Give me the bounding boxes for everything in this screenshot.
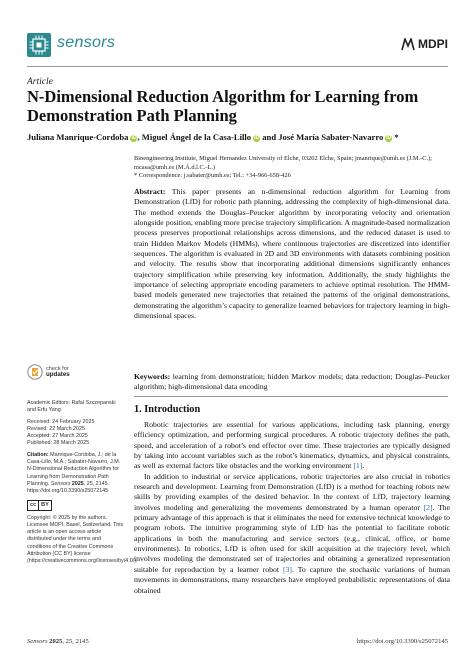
sensors-logo-icon bbox=[27, 33, 51, 57]
dates bbox=[27, 419, 125, 448]
paragraph-text: . bbox=[362, 461, 365, 471]
paragraph-text: . To capture the stochastic variations of human movements in demonstrations, many researchers have employed probabilistic representations of data obtained bbox=[134, 564, 450, 595]
affiliation-line: mcasa@umh.es (M.Á.d.l.C.-L.) bbox=[134, 163, 216, 171]
mdpi-icon bbox=[401, 38, 415, 51]
paper-title bbox=[27, 88, 457, 125]
editors-names: Rafal Szczepanski and Erfu Yang bbox=[27, 400, 116, 414]
abstract-text: This paper presents an n-dimensional reduction algorithm for Learning from Demonstration (LfD) for robotic path planning, addressing the complexity of high-dimensional data. The method extends the Douglas–Peucker algorithm by incorporating velocity and orientation alongside position, enabling more precise trajectory simplification. A magnitude-based normalization process preserves proportional relationships across dimensions, and the reduced dataset is used to train Hidden Markov Models (HMMs), where continuous trajectories are discretized into identifier sequences. The algorithm is evaluated in 2D and 3D environments with datasets combining position and velocity. The results show that incorporating additional dimensions significantly enhances trajectory simplification while preserving key information. Additionally, the study highlights the importance of selecting appropriate encoding parameters to achieve optimal resolution. The HMM-based models generated new trajectories that retained the patterns of the original demonstrations, demonstrating the algorithm’s capacity to generalize learned behaviors for trajectory learning in high-dimensional spaces. bbox=[134, 187, 450, 321]
copyright-notice: Copyright: © 2025 by the authors. Licensee MDPI, Basel, Switzerland. This article is an open access article distributed under the terms and conditions of the Creative Commons Attribution (CC BY) license (https://creativecommons.org/licenses/by/4.0/). bbox=[27, 514, 138, 565]
citation-block bbox=[27, 452, 125, 496]
journal-name: sensors bbox=[57, 34, 116, 51]
keywords bbox=[134, 372, 450, 393]
mdpi-logo bbox=[401, 36, 448, 52]
title-line: N-Dimensional Reduction Algorithm for Learning from bbox=[27, 87, 419, 106]
abstract-label: Abstract: bbox=[134, 187, 166, 196]
citation-link[interactable]: [3] bbox=[282, 564, 293, 574]
paragraph bbox=[134, 472, 450, 596]
citation-link[interactable]: [1] bbox=[353, 461, 363, 471]
footer-doi-link[interactable]: https://doi.org/10.3390/s25072145 bbox=[356, 638, 448, 645]
footer-journal: Sensors bbox=[27, 638, 48, 645]
orcid-icon[interactable]: iD bbox=[386, 135, 392, 141]
keywords-label: Keywords: bbox=[134, 372, 171, 381]
published-date: Published: 28 March 2025 bbox=[27, 440, 90, 447]
corresponding-mark: * bbox=[392, 132, 399, 142]
academic-editors bbox=[27, 400, 125, 415]
footer-volume: , 25, 2145 bbox=[62, 638, 89, 645]
affiliation-line: Bioengineering Institute, Miguel Hernandez University of Elche, 03202 Elche, Spain; jmanrique@umh.es (J.M.-C.); bbox=[134, 155, 433, 162]
author-name[interactable]: and José María Sabater-Navarro bbox=[260, 132, 384, 142]
by-icon: BY bbox=[39, 500, 52, 511]
title-line: Demonstration Path Planning bbox=[27, 105, 237, 125]
citation-label: Citation: bbox=[27, 451, 49, 458]
check-for-updates-button[interactable] bbox=[27, 364, 70, 380]
section-heading: 1. Introduction bbox=[134, 404, 201, 415]
orcid-icon[interactable]: iD bbox=[131, 135, 137, 141]
abstract-divider bbox=[134, 396, 448, 397]
introduction-body bbox=[134, 420, 450, 596]
author-name[interactable]: Juliana Manrique-Cordoba bbox=[27, 132, 129, 142]
check-updates-line: updates bbox=[46, 371, 70, 378]
keywords-text: learning from demonstration; hidden Markov models; data reduction; Douglas–Peucker algorithm; high-dimensional data encoding bbox=[134, 372, 450, 392]
abstract bbox=[134, 187, 450, 321]
citation-journal: Sensors bbox=[50, 480, 71, 487]
page-footer bbox=[27, 638, 448, 645]
header-divider bbox=[27, 66, 448, 67]
check-updates-line: check for bbox=[46, 366, 69, 372]
citation-text: Manrique-Cordoba, J.; de la Casa-Lillo, M.Á.; Sabater-Navarro, J.M. N-Dimensional Reduction Algorithm for Learning from Demonstration Path Planning. bbox=[27, 451, 121, 487]
paragraph-text: In addition to industrial or service applications, robotic trajectories are also crucial in robotics research and development. Learning from Demonstration (LfD) is a method for teaching robots new skills by providing examples of the desired behavior. In the context of LfD, trajectory learning involves modeling and generalizing the movements demonstrated by a human operator bbox=[134, 471, 450, 512]
cc-by-license-badge[interactable] bbox=[27, 500, 52, 511]
revised-date: Revised: 22 March 2025 bbox=[27, 425, 85, 432]
affiliations bbox=[134, 155, 454, 181]
citation-link[interactable]: [2] bbox=[423, 502, 433, 512]
correspondence-line: * Correspondence: j.sabater@umh.es; Tel.: +34-966-658-426 bbox=[134, 172, 291, 180]
cc-icon: cc bbox=[27, 500, 39, 511]
author-list bbox=[27, 132, 457, 142]
footer-year: 2025 bbox=[47, 638, 63, 645]
citation-doi[interactable]: , 25, 2145. https://doi.org/10.3390/s25072145 bbox=[27, 480, 110, 495]
accepted-date: Accepted: 27 March 2025 bbox=[27, 433, 88, 440]
author-name[interactable]: , Miguel Ángel de la Casa-Lillo bbox=[137, 132, 252, 142]
publisher-name: MDPI bbox=[418, 37, 448, 51]
footer-citation bbox=[27, 638, 89, 645]
paragraph-text: Robotic trajectories are essential for various applications, including task planning, energy efficiency optimization, and performing surgical procedures. A robotic trajectory defines the path, speed, and acceleration of a robot’s end effector over time. These trajectories are typically designed by taking into account variables such as the robot’s kinematics, dynamics, and physical constraints, as well as external factors like obstacles and the working environment bbox=[134, 420, 450, 471]
article-type: Article bbox=[27, 77, 53, 87]
paragraph bbox=[134, 420, 450, 472]
citation-year: 2025 bbox=[70, 480, 84, 487]
editors-label: Academic Editors: bbox=[27, 400, 71, 406]
check-updates-icon bbox=[27, 364, 43, 380]
paragraph-text: . The primary advantage of this approach is that it eliminates the need for extensive technical knowledge to program robots. The intuitive programming style of LfD has the potential to facilitate robotic applications in both the manufacturing and service sectors (e.g., clinical, office, or home environments). In robotics, LfD is often used for skill acquisition at the trajectory level, which involves modeling the demonstrated set of trajectories and obtaining a generalized representation suitable for reproduction by a learner robot bbox=[134, 502, 450, 574]
received-date: Received: 24 February 2025 bbox=[27, 418, 95, 425]
orcid-icon[interactable]: iD bbox=[254, 135, 260, 141]
article-info-panel bbox=[27, 400, 138, 570]
